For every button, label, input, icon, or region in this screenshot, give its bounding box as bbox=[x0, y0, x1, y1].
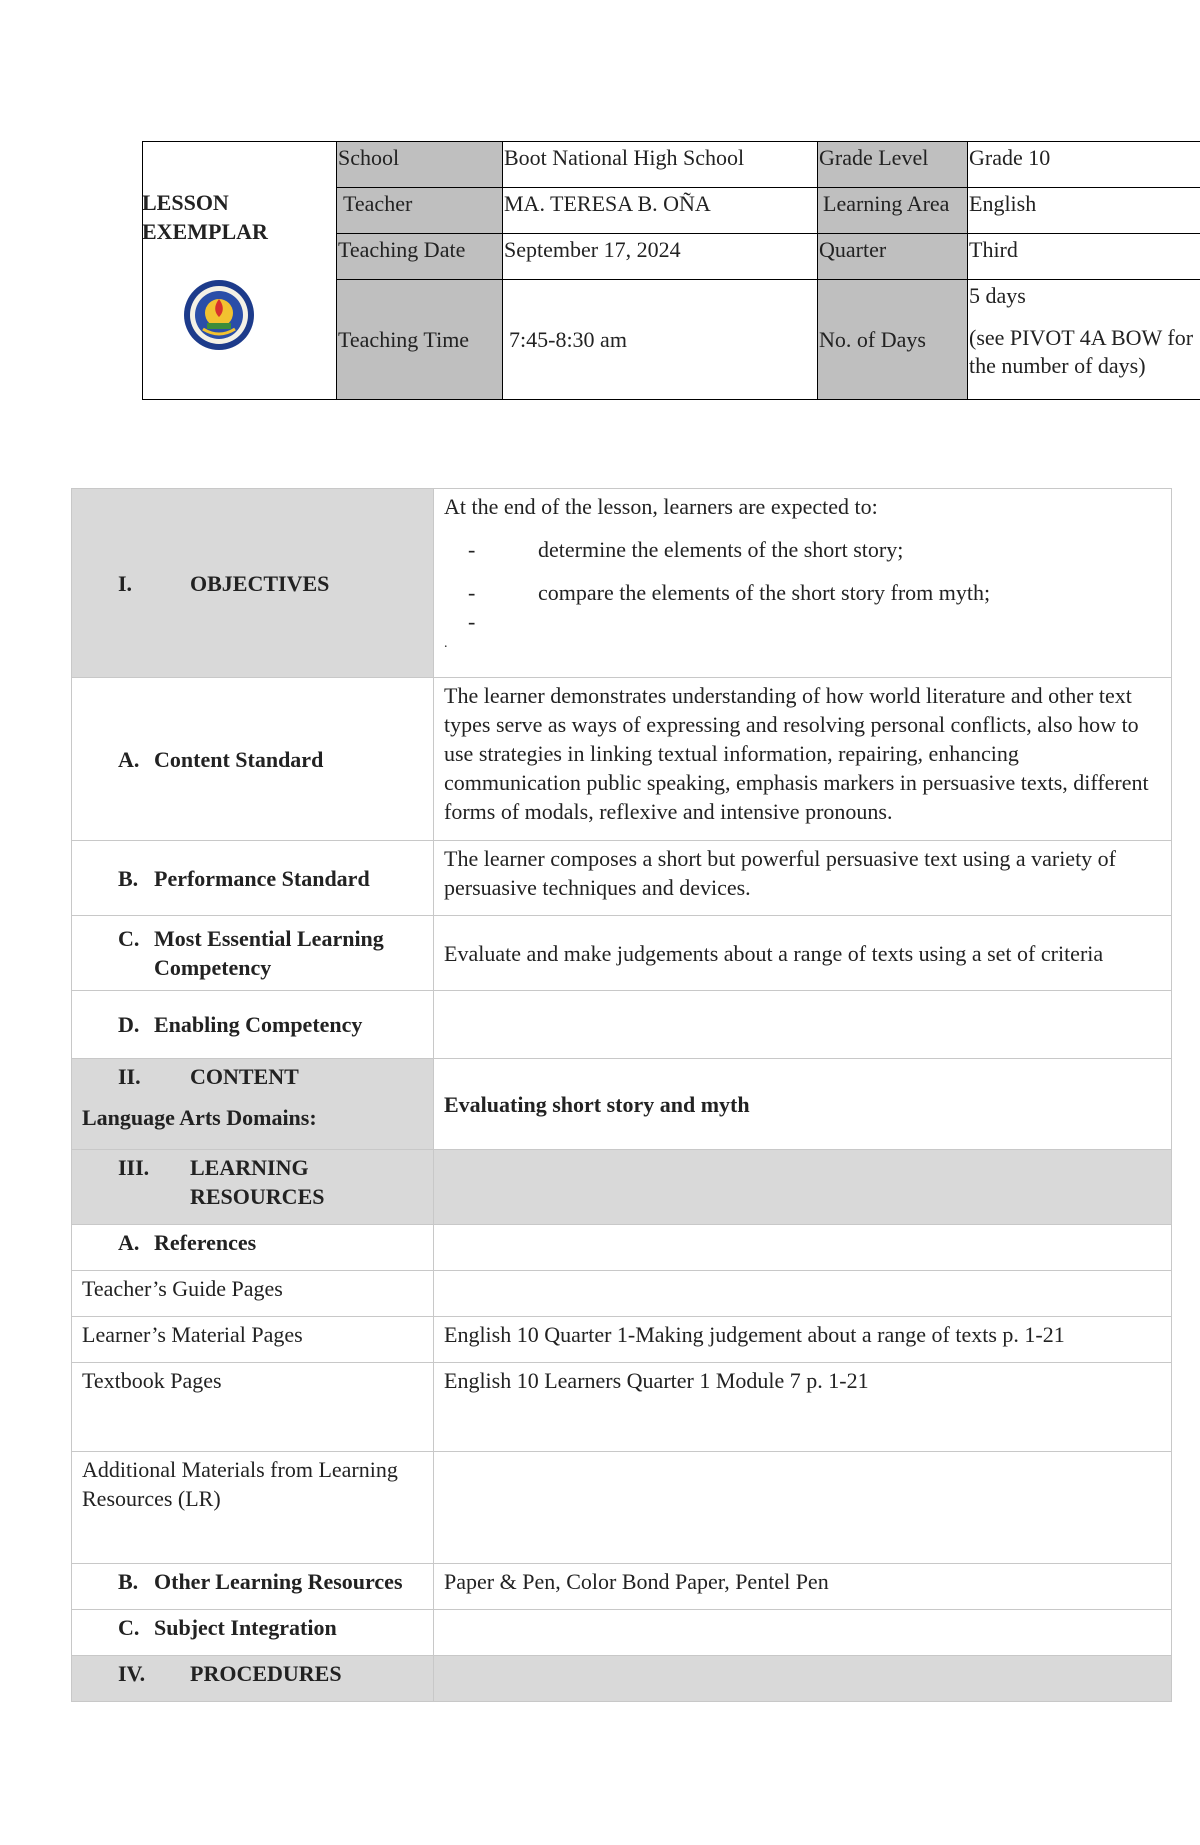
additional-materials-label: Additional Materials from Learning Resources (LR) bbox=[72, 1452, 434, 1564]
content-heading bbox=[72, 1059, 434, 1150]
textbook-pages-label: Textbook Pages bbox=[72, 1363, 434, 1452]
no-of-days-value bbox=[968, 280, 1200, 400]
learners-material-value: English 10 Quarter 1-Making judgement about a range of texts p. 1-21 bbox=[434, 1317, 1172, 1363]
performance-standard-letter: B. bbox=[118, 865, 139, 891]
procedures-label: PROCEDURES bbox=[190, 1661, 342, 1686]
title-line-1: LESSON bbox=[142, 190, 229, 215]
melc-letter: C. bbox=[118, 926, 140, 951]
references-heading bbox=[72, 1225, 434, 1271]
objective-item: - determine the elements of the short story; bbox=[468, 537, 904, 562]
resources-numeral: III. bbox=[118, 1155, 150, 1180]
melc-label-line2: Competency bbox=[154, 955, 272, 980]
subject-integration-label: Subject Integration bbox=[154, 1615, 337, 1640]
procedures-numeral: IV. bbox=[118, 1661, 146, 1686]
content-text: Evaluating short story and myth bbox=[434, 1059, 1172, 1150]
content-label: CONTENT bbox=[190, 1064, 299, 1089]
teacher-label: Teacher bbox=[337, 188, 503, 234]
days-count: 5 days bbox=[969, 283, 1026, 308]
objectives-row bbox=[72, 489, 1172, 678]
melc-row bbox=[72, 916, 1172, 991]
enabling-competency-row bbox=[72, 991, 1172, 1059]
other-resources-label: Other Learning Resources bbox=[154, 1569, 403, 1594]
resources-label-line2: RESOURCES bbox=[190, 1184, 325, 1209]
objectives-label: OBJECTIVES bbox=[190, 570, 330, 596]
subject-integration-letter: C. bbox=[118, 1615, 140, 1640]
other-resources-row bbox=[72, 1564, 1172, 1610]
enabling-competency-text bbox=[434, 991, 1172, 1059]
enabling-label: Enabling Competency bbox=[154, 1012, 363, 1037]
melc-label-line1: Most Essential Learning bbox=[154, 926, 384, 951]
learning-resources-row bbox=[72, 1150, 1172, 1225]
melc-text: Evaluate and make judgements about a range of texts using a set of criteria bbox=[434, 916, 1172, 991]
learning-area-label: Learning Area bbox=[818, 188, 968, 234]
teaching-time-label: Teaching Time bbox=[337, 280, 503, 400]
content-standard-letter: A. bbox=[118, 746, 140, 772]
lesson-plan-table bbox=[71, 488, 1172, 1702]
teachers-guide-label: Teacher’s Guide Pages bbox=[72, 1271, 434, 1317]
title-line-2: EXEMPLAR bbox=[142, 219, 268, 244]
school-label: School bbox=[337, 142, 503, 188]
content-standard-row bbox=[72, 678, 1172, 841]
references-value bbox=[434, 1225, 1172, 1271]
objective-item: - compare the elements of the short story from myth; bbox=[468, 580, 991, 605]
content-row bbox=[72, 1059, 1172, 1150]
teaching-date-value: September 17, 2024 bbox=[503, 234, 818, 280]
objectives-trailing-mark: . bbox=[444, 636, 448, 651]
procedures-heading bbox=[72, 1656, 434, 1702]
objectives-intro: At the end of the lesson, learners are expected to: bbox=[444, 494, 878, 519]
procedures-row bbox=[72, 1656, 1172, 1702]
grade-level-value: Grade 10 bbox=[968, 142, 1200, 188]
subject-integration-text bbox=[434, 1610, 1172, 1656]
header-brand-cell bbox=[143, 142, 337, 400]
content-standard-label: Content Standard bbox=[154, 746, 324, 772]
performance-standard-heading bbox=[72, 841, 434, 916]
additional-materials-value bbox=[434, 1452, 1172, 1564]
objective-text: compare the elements of the short story from myth; bbox=[538, 580, 991, 605]
objective-item: - bbox=[468, 609, 476, 634]
resource-row bbox=[72, 1363, 1172, 1452]
school-value: Boot National High School bbox=[503, 142, 818, 188]
subject-integration-row bbox=[72, 1610, 1172, 1656]
no-of-days-label: No. of Days bbox=[818, 280, 968, 400]
performance-standard-label: Performance Standard bbox=[154, 865, 370, 891]
melc-heading bbox=[72, 916, 434, 991]
objective-text: determine the elements of the short story; bbox=[538, 537, 904, 562]
other-resources-text: Paper & Pen, Color Bond Paper, Pentel Pen bbox=[434, 1564, 1172, 1610]
header-table bbox=[142, 141, 1200, 400]
references-letter: A. bbox=[118, 1230, 140, 1255]
teaching-date-label: Teaching Date bbox=[337, 234, 503, 280]
performance-standard-row bbox=[72, 841, 1172, 916]
teaching-time-value: 7:45-8:30 am bbox=[503, 280, 818, 400]
melc-label bbox=[154, 924, 384, 982]
quarter-value: Third bbox=[968, 234, 1200, 280]
learning-area-value: English bbox=[968, 188, 1200, 234]
header-row-school bbox=[143, 142, 1200, 188]
teacher-value: MA. TERESA B. OÑA bbox=[503, 188, 818, 234]
objectives-cell bbox=[434, 489, 1172, 678]
content-standard-text: The learner demonstrates understanding of how world literature and other text types serve as ways of expressing and resolving personal conflicts, also how to use strategies in linking textual information, repairing, enhancing communication public speaking, emphasis markers in persuasive texts, different forms of modals, reflexive and intensive pronouns. bbox=[434, 678, 1172, 841]
references-row bbox=[72, 1225, 1172, 1271]
resource-row bbox=[72, 1271, 1172, 1317]
learners-material-label: Learner’s Material Pages bbox=[72, 1317, 434, 1363]
objectives-numeral: I. bbox=[118, 570, 133, 596]
enabling-letter: D. bbox=[118, 1012, 140, 1037]
procedures-value bbox=[434, 1656, 1172, 1702]
content-standard-heading bbox=[72, 678, 434, 841]
enabling-competency-heading bbox=[72, 991, 434, 1059]
other-resources-letter: B. bbox=[118, 1569, 139, 1594]
objectives-heading bbox=[72, 489, 434, 678]
other-resources-heading bbox=[72, 1564, 434, 1610]
textbook-pages-value: English 10 Learners Quarter 1 Module 7 p. 1-21 bbox=[434, 1363, 1172, 1452]
content-numeral: II. bbox=[118, 1064, 141, 1089]
days-note: (see PIVOT 4A BOW for the number of days) bbox=[969, 325, 1194, 378]
language-arts-domains-label: Language Arts Domains: bbox=[82, 1105, 317, 1130]
references-label: References bbox=[154, 1230, 257, 1255]
performance-standard-text: The learner composes a short but powerful persuasive text using a variety of persuasive techniques and devices. bbox=[434, 841, 1172, 916]
subject-integration-heading bbox=[72, 1610, 434, 1656]
resources-label-line1: LEARNING bbox=[190, 1155, 309, 1180]
learning-resources-heading bbox=[72, 1150, 434, 1225]
quarter-label: Quarter bbox=[818, 234, 968, 280]
teachers-guide-value bbox=[434, 1271, 1172, 1317]
resource-row bbox=[72, 1317, 1172, 1363]
resource-row bbox=[72, 1452, 1172, 1564]
learning-resources-value bbox=[434, 1150, 1172, 1225]
grade-level-label: Grade Level bbox=[818, 142, 968, 188]
